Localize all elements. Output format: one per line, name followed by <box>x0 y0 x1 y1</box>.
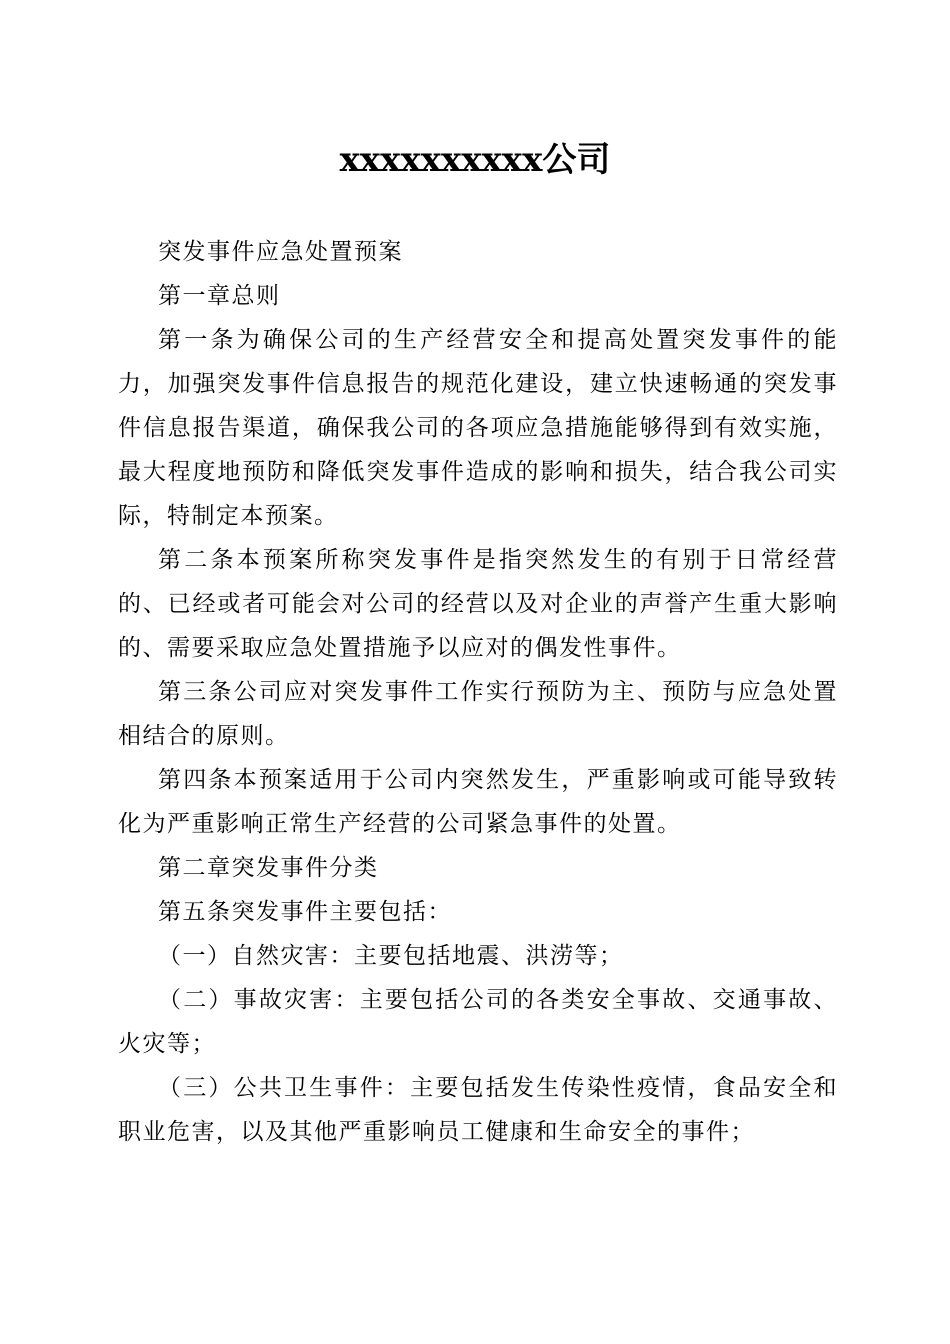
article-2: 第二条本预案所称突发事件是指突然发生的有别于日常经营的、已经或者可能会对公司的经营以及对企业的声誉产生重大影响的、需要采取应急处置措施予以应对的偶发性事件。 <box>118 547 838 661</box>
article-5: 第五条突发事件主要包括： <box>158 899 452 925</box>
document-body <box>118 230 838 1154</box>
article-4: 第四条本预案适用于公司内突然发生，严重影响或可能导致转化为严重影响正常生产经营的公司紧急事件的处置。 <box>118 767 838 837</box>
article-1: 第一条为确保公司的生产经营安全和提高处置突发事件的能力，加强突发事件信息报告的规范化建设，建立快速畅通的突发事件信息报告渠道，确保我公司的各项应急措施能够得到有效实施，最大程度地预防和降低突发事件造成的影响和损失，结合我公司实际，特制定本预案。 <box>118 327 838 529</box>
plan-title: 突发事件应急处置预案 <box>158 239 403 265</box>
article-3: 第三条公司应对突发事件工作实行预防为主、预防与应急处置相结合的原则。 <box>118 679 838 749</box>
document-title: xxxxxxxxxx公司 <box>339 140 611 180</box>
chapter-2-heading: 第二章突发事件分类 <box>158 855 379 881</box>
list-item-natural-disaster: （一）自然灾害：主要包括地震、洪涝等； <box>158 943 624 969</box>
list-item-accident-disaster: （二）事故灾害：主要包括公司的各类安全事故、交通事故、火灾等； <box>118 987 838 1057</box>
list-item-public-health: （三）公共卫生事件：主要包括发生传染性疫情，食品安全和职业危害，以及其他严重影响员工健康和生命安全的事件； <box>118 1075 838 1145</box>
chapter-1-heading: 第一章总则 <box>158 283 281 309</box>
